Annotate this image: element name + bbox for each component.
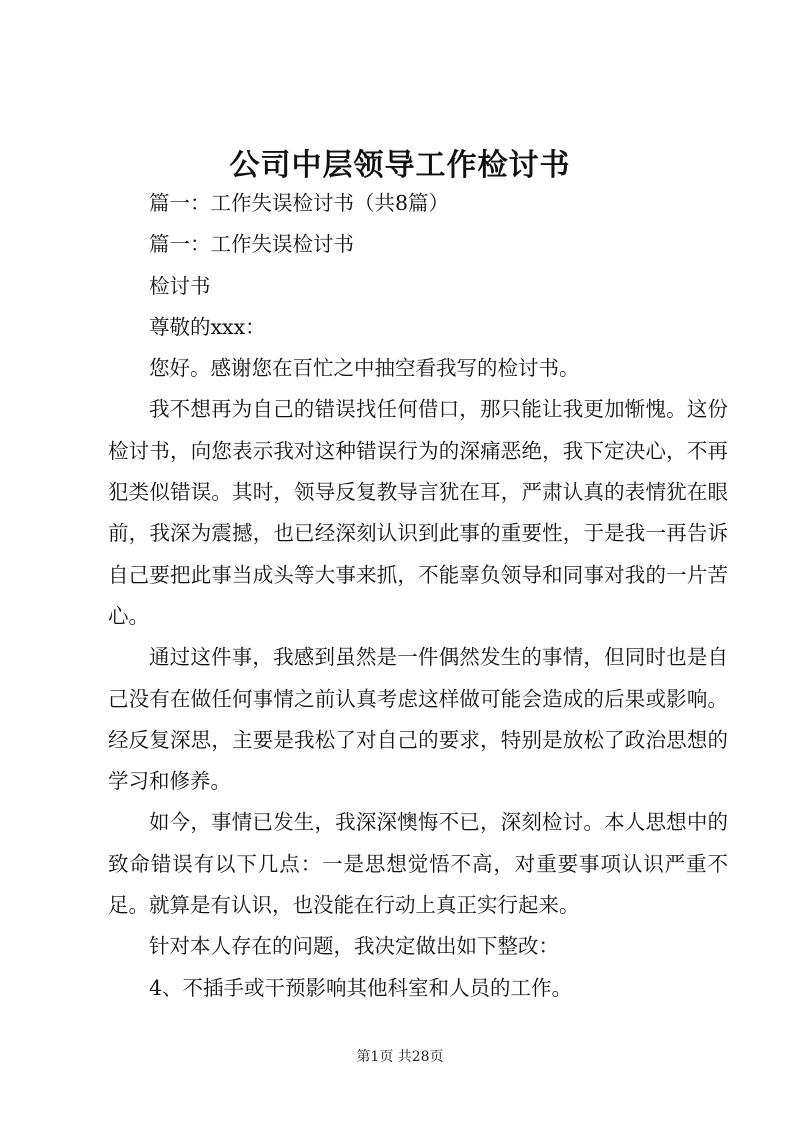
paragraph: 检讨书 [149,273,211,298]
paragraph: 针对本人存在的问题，我决定做出如下整改： [149,934,559,959]
paragraph: 篇一：工作失误检讨书 [149,232,354,257]
paragraph: 通过这件事，我感到虽然是一件偶然发生的事情，但同时也是自己没有在做任何事情之前认真考虑这样做可能会造成的后果或影响。经反复深思，主要是我松了对自己的要求，特别是放松了政治思想的学习和修养。 [108,645,728,794]
paragraph: 如今，事情已发生，我深深懊悔不已，深刻检讨。本人思想中的致命错误有以下几点：一是思想觉悟不高，对重要事项认识严重不足。就算是有认识，也没能在行动上真正实行起来。 [108,810,728,918]
paragraph: 4、不插手或干预影响其他科室和人员的工作。 [149,975,573,1000]
paragraph: 篇一：工作失误检讨书（共8篇） [149,191,450,215]
document-title: 公司中层领导工作检讨书 [229,148,571,183]
page-footer: 第1页 共28页 [356,1049,444,1065]
paragraph: 尊敬的xxx： [149,314,266,339]
paragraph: 您好。感谢您在百忙之中抽空看我写的检讨书。 [149,356,580,381]
paragraph: 我不想再为自己的错误找任何借口，那只能让我更加惭愧。这份检讨书，向您表示我对这种错误行为的深痛恶绝，我下定决心，不再犯类似错误。其时，领导反复教导言犹在耳，严肃认真的表情犹在眼前，我深为震撼，也已经深刻认识到此事的重要性，于是我一再告诉自己要把此事当成头等大事来抓，不能辜负领导和同事对我的一片苦心。 [108,397,728,628]
document-body [108,183,728,1009]
